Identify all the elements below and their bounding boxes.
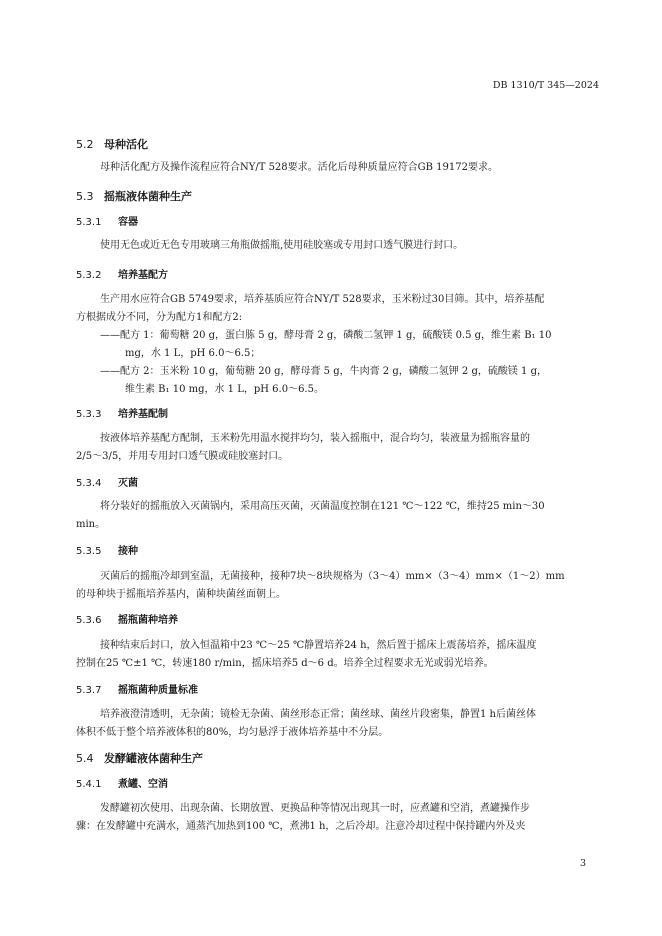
section-heading-5-3-4 <box>76 474 138 489</box>
section-title: 摇瓶液体菌种生产 <box>104 190 192 203</box>
section-heading-5-4-1 <box>76 775 168 790</box>
section-title: 发酵罐液体菌种生产 <box>104 752 203 765</box>
section-number: 5.3.7 <box>76 685 102 696</box>
paragraph-line: 发酵罐初次使用、出现杂菌、长期放置、更换品种等情况出现其一时，应煮罐和空消，煮罐操作步 <box>100 803 530 814</box>
section-number: 5.2 <box>76 138 94 151</box>
section-heading-5-2 <box>76 136 148 152</box>
paragraph-line: 培养液澄清透明，无杂菌；镜检无杂菌、菌丝形态正常；菌丝球、菌丝片段密集，静置1 h后菌丝体 <box>100 709 536 720</box>
formula-item-2-cont: 维生素 B₁ 10 mg，水 1 L，pH 6.0～6.5。 <box>125 384 324 395</box>
section-title: 母种活化 <box>104 138 148 151</box>
section-heading-5-3-3 <box>76 405 168 420</box>
paragraph: 使用无色或近无色专用玻璃三角瓶做摇瓶,使用硅胶塞或专用封口透气膜进行封口。 <box>100 240 464 251</box>
paragraph-line: 将分装好的摇瓶放入灭菌锅内，采用高压灭菌，灭菌温度控制在121 ℃～122 ℃，维持25 min～30 <box>100 501 545 512</box>
section-number: 5.4.1 <box>76 779 102 790</box>
paragraph-line: 的母种块于摇瓶培养基内，菌种块菌丝面朝上。 <box>76 589 286 600</box>
paragraph-line: 控制在25 ℃±1 ℃，转速180 r/min，摇床培养5 d～6 d。培养全过程要求无光或弱光培养。 <box>76 658 494 669</box>
section-heading-5-3-7 <box>76 681 198 696</box>
section-title: 摇瓶菌种培养 <box>118 615 178 626</box>
section-heading-5-3-6 <box>76 611 178 626</box>
paragraph-line: 接种结束后封口，放入恒温箱中23 ℃～25 ℃静置培养24 h，然后置于摇床上震荡培养，摇床温度 <box>100 640 537 651</box>
paragraph-line: min。 <box>76 519 106 530</box>
section-number: 5.3.5 <box>76 546 102 557</box>
section-number: 5.3.4 <box>76 478 102 489</box>
section-number: 5.3.2 <box>76 270 102 281</box>
section-number: 5.4 <box>76 752 94 765</box>
formula-line: ——配方 1：葡萄糖 20 g，蛋白胨 5 g，酵母膏 2 g，磷酸二氢钾 1 g，硫酸镁 0.5 g，维生素 B₁ 10 <box>100 330 552 341</box>
section-title: 接种 <box>118 546 138 557</box>
section-title: 培养基配方 <box>118 270 168 281</box>
section-title: 摇瓶菌种质量标准 <box>118 685 198 696</box>
section-heading-5-4 <box>76 750 203 766</box>
paragraph-line: 灭菌后的摇瓶冷却到室温，无菌接种，接种7块～8块规格为（3～4）mm×（3～4）mm×（1～2）mm <box>100 571 565 582</box>
paragraph-line: 2/5～3/5，并用专用封口透气膜或硅胶塞封口。 <box>76 451 289 462</box>
document-id-header: DB 1310/T 345—2024 <box>492 80 599 91</box>
section-title: 煮罐、空消 <box>118 779 168 790</box>
paragraph-line: 按液体培养基配方配制，玉米粉先用温水搅拌均匀，装入摇瓶中，混合均匀，装液量为摇瓶容量的 <box>100 433 530 444</box>
section-number: 5.3.6 <box>76 615 102 626</box>
formula-item-1-cont: mg，水 1 L，pH 6.0～6.5； <box>125 348 261 359</box>
section-heading-5-3-1 <box>76 213 138 228</box>
section-title: 培养基配制 <box>118 409 168 420</box>
section-number: 5.3.3 <box>76 409 102 420</box>
section-number: 5.3 <box>76 190 94 203</box>
paragraph-line: 体积不低于整个培养液体积的80%，均匀悬浮于液体培养基中不分层。 <box>76 727 389 738</box>
section-heading-5-3-2 <box>76 266 168 281</box>
paragraph-line: 生产用水应符合GB 5749要求，培养基质应符合NY/T 528要求，玉米粉过30目筛。其中，培养基配 <box>100 294 545 305</box>
paragraph-line: 方根据成分不同，分为配方1和配方2: <box>76 312 243 323</box>
section-heading-5-3-5 <box>76 542 138 557</box>
paragraph: 母种活化配方及操作流程应符合NY/T 528要求。活化后母种质量应符合GB 19172要求。 <box>100 162 498 173</box>
paragraph-line: 骤：在发酵罐中充满水，通蒸汽加热到100 ℃，煮沸1 h，之后冷却。注意冷却过程中保持罐内外及夹 <box>76 821 526 832</box>
page-number: 3 <box>580 858 587 869</box>
section-number: 5.3.1 <box>76 217 102 228</box>
section-title: 灭菌 <box>118 478 138 489</box>
section-title: 容器 <box>118 217 138 228</box>
formula-line: ——配方 2：玉米粉 10 g，葡萄糖 20 g，酵母膏 5 g，牛肉膏 2 g，磷酸二氢钾 2 g，硫酸镁 1 g， <box>100 366 547 377</box>
section-heading-5-3 <box>76 188 192 204</box>
